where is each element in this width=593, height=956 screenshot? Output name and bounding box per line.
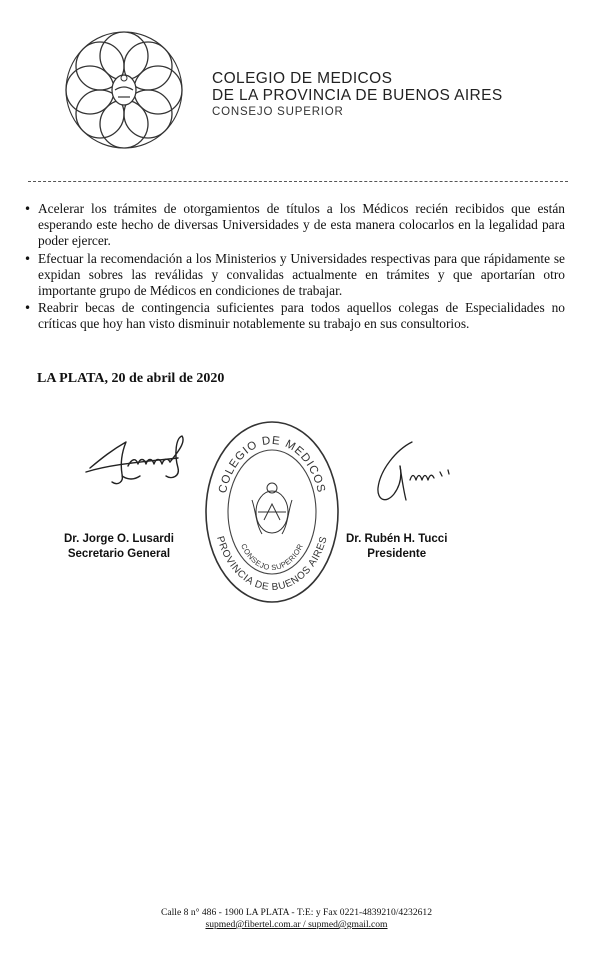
seal-bottom-text: PROVINCIA DE BUENOS AIRES [214, 534, 330, 594]
seal-coat-of-arms-icon [252, 483, 292, 534]
place-and-date: LA PLATA, 20 de abril de 2020 [37, 371, 225, 386]
organization-council: CONSEJO SUPERIOR [212, 106, 344, 118]
signatory-tucci [346, 532, 447, 562]
footer-address: Calle 8 n° 486 - 1900 LA PLATA - T:E: y Fax 0221-4839210/4232612 [160, 907, 433, 918]
signatory-title: Presidente [367, 548, 427, 560]
official-seal-icon [202, 416, 342, 608]
signatory-title: Secretario General [67, 548, 171, 560]
footer [0, 907, 593, 931]
signatory-lusardi [64, 532, 174, 562]
signature-lusardi-icon [82, 428, 194, 490]
coat-of-arms-icon [112, 75, 136, 105]
signature-tucci-icon [366, 436, 466, 516]
bullet-list [24, 201, 565, 334]
seal-inner-text: CONSEJO SUPERIOR [239, 542, 305, 573]
bullet-item: • Reabrir becas de contingencia suficientes para todos aquellos colegas de Especialidades no críticas que hoy han visto disminuir notablemente su trabajo en sus consultorios. [24, 300, 565, 332]
footer-emails: supmed@fibertel.com.ar / supmed@gmail.com [205, 919, 388, 930]
signatory-name: Dr. Rubén H. Tucci [346, 533, 448, 545]
organization-header [212, 70, 503, 118]
svg-text:CONSEJO SUPERIOR [239, 542, 305, 572]
organization-name: COLEGIO DE MEDICOS [212, 70, 393, 87]
svg-text:COLEGIO DE MEDICOS [217, 435, 327, 495]
bullet-item: • Efectuar la recomendación a los Ministerios y Universidades respectivas para que rápidamente se expidan sobres las reválidas y convalidas actualmente en trámites y que aportarían otro importante grupo de Médicos en condiciones de trabajar. [24, 251, 565, 300]
colegio-logo-icon [48, 14, 200, 166]
header-divider [28, 181, 568, 182]
seal-top-text: COLEGIO DE MEDICOS [216, 434, 328, 495]
signatory-name: Dr. Jorge O. Lusardi [64, 533, 174, 545]
bullet-item: • Acelerar los trámites de otorgamientos de títulos a los Médicos recién recibidos que están esperando este hecho de diversas Universidades y de esta manera colocarlos en la legalidad para poder ejercer. [24, 201, 565, 250]
organization-province: DE LA PROVINCIA DE BUENOS AIRES [212, 87, 503, 104]
